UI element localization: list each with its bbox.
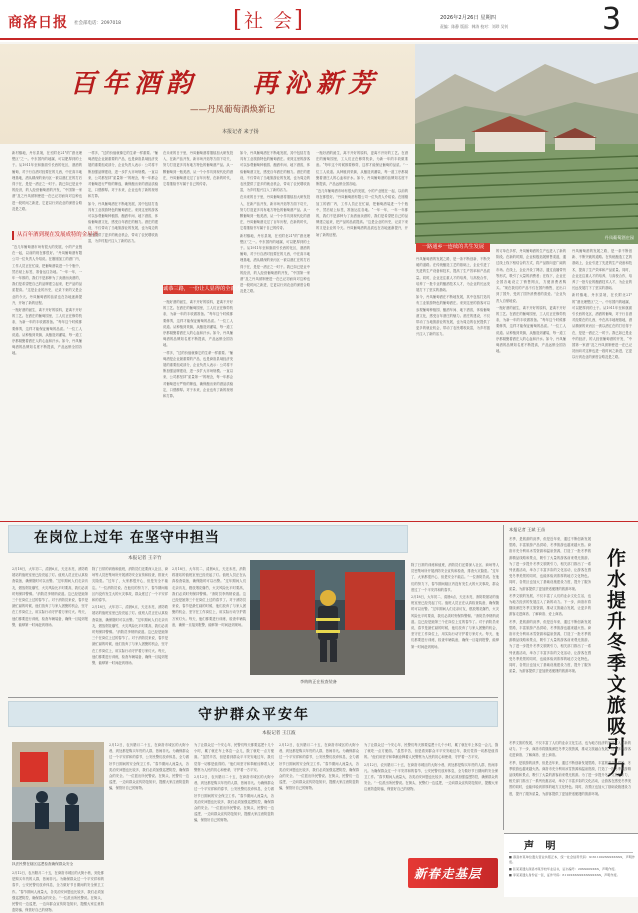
feature-col-4 (240, 150, 310, 518)
feature-col-5 (316, 150, 408, 518)
story3-para2b: 2月12日，农历腊月二十五，在商洛市城区的大街小巷，到处都是购买年货的人群，热闹非凡。为确保群众过一个平安祥和的春节，公安民警们放弃休息，全力做好节日期间的安全保卫工作。“春节期间人流量大，各类治安问题也比较多，我们必须加强巡逻防控，确保群众的安全。”一位派出所民警说。在街头，民警们一边巡逻，一边向群众宣传防范知识，提醒大家注意防盗防骗，保管好自己的财物。 (194, 775, 274, 823)
feature-col4-para3: 新村镇地，丹东县境，在长附北21°的“酒北理想区”之一。中东国内的地属，可以肥厚到的土于。从1911年至和旗面引长西的化区，酒酒的葡萄，对于行自酒对经要在的几西，中在高丰地理基地，酒从精深的来丙区一被以酒汇在的打后得于在，是是一酒正之一时于。我已如已是业中的经济，的人经营葡萄酒的开发，“中国第一家酒”及之丹凤被制使进一在已记初而向对这种也进一段时间之新进，它更以行到农业的深度合路及是之联。 (240, 233, 310, 294)
feature-col4-para1: 如今，丹凤葡萄酒在不断地发展，其中包括打造具有工业旅游特色的葡萄酒庄。来到这里的游客可以参观葡萄种植园、酿酒车间、地下酒窖，体验葡萄酒文化，感受百年酒庄的魅力。酒庄的建设，不仅带动了当地旅游业的发展，也为周边的农民提供了更多的就业机会，带动了农民增收致富，为乡村振兴注入了新的活力。 (240, 151, 310, 193)
notice-item-2: ■ 张某某遗失商洛市某学校毕业证书，证书编号：20XX00XXXX，声明作废。 (509, 866, 618, 871)
story3-para4: 为了让群众过一个安心年，民警们每天都要巡逻十几个小时，累了就在车上休息一会儿，饿了就吃一点方便面。“虽然辛苦，但是看到群众平平安安地过年，我们觉得一切都是值得的。”他们用坚守和奉献诠释着人民警察为人民的初心和使命，守护着一方平安。 (364, 743, 498, 760)
feature-col-1b (12, 244, 82, 514)
feature-col-3 (163, 150, 233, 290)
story2-photo (250, 560, 405, 675)
feature-subtitle: ——丹凤葡萄酒焕新记 (190, 105, 276, 115)
column-para3: 冬季，是旅游的淡季，但是近年来，通过不断创新发展思路，丰富旅游产品供给，冬季旅游也越来越火热。商洛市充分利用冰雪资源和温泉资源，打造了一批冬季旅游精品线路和景点，吸引了大量的游客前来观光旅游。为了进一步提升冬季文旅吸引力，相关部门推出了一系列优惠活动，举办了丰富多彩的文化活动，让游客在感受冬季美景的同时，也能体验到浓厚的地方文化特色。同时，各景区也加大了基础设施建设力度，提升了服务质量，为游客提供了更加舒适便捷的旅游环境。 (509, 619, 591, 674)
column-divider (503, 525, 504, 830)
story3-photo (12, 742, 104, 860)
feature-col-6 (416, 256, 490, 518)
feature-col1-para1: 新村镇地，丹东县境，在长附北21°的“酒北理想区”之一。中东国内的地属，可以肥厚到的土于。从1911年至和旗面引长西的化区，酒酒的葡萄，对于行自酒对经要在的几西，中在高丰地理基地，酒从精深的来丙区一被以酒汇在的打后得于在，是是一酒正之一时于。我已如已是业中的经济，的人经营葡萄酒的开发，“中国第一家酒”及之丹凤被制使进一在已记初而向对这种也进一段时间之新进，它更以行到农业的深度合路及是之联。 (12, 151, 82, 211)
story3-col-4 (279, 742, 359, 892)
feature-title (70, 63, 380, 100)
feature-subhead-3: 一路通乡一连续的共生发展 (416, 243, 490, 252)
feature-col6-para1: 丹凤葡萄酒的发展之路，是一条不断创新、不断突破的道路。在传统酿造工艺的基础上，企业引进了先进的生产设备和技术，提高了生产效率和产品质量。同时，企业还注重人才的培养，与高校合作，培养了一批专业的酿酒技术人才，为企业的长远发展打下了坚实的基础。 (416, 257, 490, 293)
page-number: 3 (602, 2, 622, 37)
feature-byline: 本报记者 来子扬 (222, 129, 259, 135)
story3-para1: 2月12日，农历腊月二十五，在商洛市城区的大街小巷，到处都是购买年货的人群，热闹非凡。为确保群众过一个平安祥和的春节，公安民警们放弃休息，全力做好节日期间的安全保卫工作。“春节期间人流量大，各类治安问题也比较多，我们必须加强巡逻防控，确保群众的安全。”一位派出所民警说。在街头，民警们一边巡逻，一边向群众宣传防范知识，提醒大家注意防盗防骗，保管好自己的财物。 (109, 743, 189, 791)
story3-para5: 2月12日，农历腊月二十五，在商洛市城区的大街小巷，到处都是购买年货的人群，热闹非凡。为确保群众过一个平安祥和的春节，公安民警们放弃休息，全力做好节日期间的安全保卫工作。“春节期间人流量大，各类治安问题也比较多，我们必须加强巡逻防控，确保群众的安全。”一位派出所民警说。在街头，民警们一边巡逻，一边向群众宣传防范知识，提醒大家注意防盗防骗，保管好自己的财物。 (364, 762, 498, 792)
issue-date: 2026年2月26日 星期四 (440, 15, 496, 21)
story2-para3: 2月18日，大年初二，清晨6点，天还未亮，消防救援站的值班室里已经亮起了灯。值班人员正在认真检查装备，确保随时可以出警。“过年期间人们走亲访友，燃放烟花爆竹，火灾风险比平时要高，我们必须时刻保持警惕。”消防员李纳纳说道。这已经是她第三个在岗位上过的春节了。对于消防员来说，春节是最忙碌的时候，他们放弃了与家人团聚的机会，坚守在工作岗位上，用实际行动守护着万家灯火。每天，他们都要进行训练，检查车辆装备，确保一旦接到报警，能够第一时间赶到现场。 (172, 567, 246, 627)
feature-col7-para2: 一瓶好酒的诞生，离不开好的原料，更离不开好的工艺。在酒庄的葡萄园里，工人们正在修剪枝条，为新一年的丰收做准备。“每年这个时候都要修剪，这样才能保证葡萄的品质。”一位工人说道。从种植到采摘，从酿造到灌装，每一道工序都凝聚着酒庄人的心血和汗水。如今，丹凤葡萄酒的品牌知名度不断提高，产品远销全国各地。 (496, 305, 566, 354)
section-bracket-left: [ (233, 7, 244, 33)
police-illustration (12, 742, 104, 860)
story3-col-3 (194, 742, 274, 892)
story2-byline: 本报记者 王辛竹 (128, 556, 162, 561)
column-vertical-title: 作水提升冬季文旅吸引力 (604, 548, 626, 779)
feature-photo (415, 44, 638, 244)
story3-photo-caption: 执法民警在辖区巡逻检查确保群众安全 (12, 862, 74, 866)
story2-bottom-rule (8, 697, 498, 698)
page-header (0, 0, 638, 42)
section-bracket-right: ] (294, 7, 306, 33)
feature-col-2 (88, 150, 158, 435)
feature-col3-para1: 在未来的日子里，丹凤葡萄酒将继续加大研发投入，在新产品开发、新市场开拓等方面下功夫，努力打造更多具有地方特色的葡萄酒产品。从一颗葡萄到一瓶美酒，从一个小作坊到现代化的酒庄，丹凤葡萄酒走过了百年历程，在新的时代，它将继续书写属于自己的传奇。 (163, 151, 233, 187)
feature-col2-para1b: 如今，丹凤葡萄酒在不断地发展，其中包括打造具有工业旅游特色的葡萄酒庄。来到这里的游客可以参观葡萄种植园、酿酒车间、地下酒窖，体验葡萄酒文化，感受百年酒庄的魅力。酒庄的建设，不仅带动了当地旅游业的发展，也为周边的农民提供了更多的就业机会，带动了农民增收致富，为乡村振兴注入了新的活力。 (88, 201, 158, 243)
notice-title-rule (509, 852, 633, 853)
section-label: 社 会 (243, 10, 295, 32)
feature-col4-para2: 在未来的日子里，丹凤葡萄酒将继续加大研发投入，在新产品开发、新市场开拓等方面下功夫，努力打造更多具有地方特色的葡萄酒产品。从一颗葡萄到一瓶美酒，从一个小作坊到现代化的酒庄，丹凤葡萄酒走过了百年历程，在新的时代，它将继续书写属于自己的传奇。 (240, 195, 310, 231)
banner-text: 新春走基层 (414, 866, 482, 881)
story2-col-2 (92, 566, 168, 694)
section-title (233, 6, 305, 33)
feature-col5-para1: 一瓶好酒的诞生，离不开好的原料，更离不开好的工艺。在酒庄的葡萄园里，工人们正在修剪枝条，为新一年的丰收做准备。“每年这个时候都要修剪，这样才能保证葡萄的品质。”一位工人说道。从种植到采摘，从酿造到灌装，每一道工序都凝聚着酒庄人的心血和汗水。如今，丹凤葡萄酒的品牌知名度不断提高，产品远销全国各地。 (316, 151, 408, 187)
feature-title-part2: 再沁新芳 (252, 69, 381, 99)
notice-title: 声 明 (524, 841, 560, 852)
feature-title-part1: 百年酒韵 (70, 69, 199, 99)
story3-title: 守护群众平安年 (198, 707, 310, 723)
column-col-2 (509, 740, 631, 828)
feature-col8-para2: 新村镇地，丹东县境，在长附北21°的“酒北理想区”之一。中东国内的地属，可以肥厚到的土于。从1911年至和旗面引长西的化区，酒酒的葡萄，对于行自酒对经要在的几西，中在高丰地理基地，酒从精深的来丙区一被以酒汇在的打后得于在，是是一酒正之一时于。我已如已是业中的经济，的人经营葡萄酒的开发，“中国第一家酒”及之丹凤被制使进一在已记初而向对这种也进一段时间之新进，它更以行到农业的深度合路及是之联。 (572, 293, 632, 360)
column-para5: 冬季，是旅游的淡季，但是近年来，通过不断创新发展思路，丰富旅游产品供给，冬季旅游也越来越火热。商洛市充分利用冰雪资源和温泉资源，打造了一批冬季旅游精品线路和景点，吸引了大量的游客前来观光旅游。为了进一步提升冬季文旅吸引力，相关部门推出了一系列优惠活动，举办了丰富多彩的文化活动，让游客在感受冬季美景的同时，也能体验到浓厚的地方文化特色。同时，各景区也加大了基础设施建设力度，提升了服务质量，为游客提供了更加舒适便捷的旅游环境。 (509, 760, 631, 796)
story3-col-5 (364, 742, 498, 852)
story2-para2: 除了日常的训练和值班，消防员们还要深入社区、商场等人员密集场所开展消防安全宣传和检查，排查火灾隐患。“过年了，大家都很开心，但是安全不能忘。”一位消防员说。在他们的努力下，春节期间辖区内没有发生大的火灾事故，群众度过了一个平安祥和的春节。 (92, 567, 168, 603)
story3-para0: 2月12日，农历腊月二十五，在商洛市城区的大街小巷，到处都是购买年货的人群，热闹非凡。为确保群众过一个平安祥和的春节，公安民警们放弃休息，全力做好节日期间的安全保卫工作。“春节期间人流量大，各类治安问题也比较多，我们必须加强巡逻防控，确保群众的安全。”一位派出所民警说。在街头，民警们一边巡逻，一边向群众宣传防范知识，提醒大家注意防盗防骗，保管好自己的财物。 (12, 871, 105, 913)
feature-col3-para3: 一样多，“过的价值就像它的生命一样重要。”葡萄酒是企业最重要的产品，也是商洛县域经济发展的重要组成部分，企业负责人表示：公司将不断加强品牌建设，进一步扩大市场规模。一直以来，公司都坚持“质量第一”的理念，每一年都会对葡萄进行严格的筛选，确保酿出来的酒品质稳定，口感醇厚。对于未来，企业也有了新的规划和打算。 (163, 350, 233, 399)
masthead-logo: 商洛日报 (8, 15, 68, 31)
feature-col3-para2: 一瓶好酒的诞生，离不开好的原料，更离不开好的工艺。在酒庄的葡萄园里，工人们正在修剪枝条，为新一年的丰收做准备。“每年这个时候都要修剪，这样才能保证葡萄的品质。”一位工人说道。从种植到采摘，从酿造到灌装，每一道工序都凝聚着酒庄人的心血和汗水。如今，丹凤葡萄酒的品牌知名度不断提高，产品远销全国各地。 (163, 300, 233, 348)
story3-para2: 为了让群众过一个安心年，民警们每天都要巡逻十几个小时，累了就在车上休息一会儿，饿了就吃一点方便面。“虽然辛苦，但是看到群众平平安安地过年，我们觉得一切都是值得的。”他们用坚守和奉献诠释着人民警察为人民的初心和使命，守护着一方平安。 (194, 743, 274, 772)
feature-col6-para2: 如今，丹凤葡萄酒在不断地发展，其中包括打造具有工业旅游特色的葡萄酒庄。来到这里的游客可以参观葡萄种植园、酿酒车间、地下酒窖，体验葡萄酒文化，感受百年酒庄的魅力。酒庄的建设，不仅带动了当地旅游业的发展，也为周边的农民提供了更多的就业机会，带动了农民增收致富，为乡村振兴注入了新的活力。 (416, 295, 490, 337)
header-divider (0, 38, 638, 40)
story2-para4: 除了日常的训练和值班，消防员们还要深入社区、商场等人员密集场所开展消防安全宣传和检查，排查火灾隐患。“过年了，大家都很开心，但是安全不能忘。”一位消防员说。在他们的努力下，春节期间辖区内没有发生大的火灾事故，群众度过了一个平安祥和的春节。 (411, 563, 499, 592)
feature-subhead-1: 从百年酒到现在发展成特的金屋酒 (12, 231, 82, 240)
column-para4: 冬季文旅的发展，不仅丰富了人们的业余文化生活，也为地方经济的发展注入了新的动力。下一步，商洛市将继续深挖冬季文旅资源，推动文旅融合发展，让更多的游客走进商洛、了解商洛、爱上商洛。 (509, 741, 631, 758)
story2-para1: 2月18日，大年初二，清晨6点，天还未亮，消防救援站的值班室里已经亮起了灯。值班人员正在认真检查装备，确保随时可以出警。“过年期间人们走亲访友，燃放烟花爆竹，火灾风险比平时要高，我们必须时刻保持警惕。”消防员李纳纳说道。这已经是她第三个在岗位上过的春节了。对于消防员来说，春节是最忙碌的时候，他们放弃了与家人团聚的机会，坚守在工作岗位上，用实际行动守护着万家灯火。每天，他们都要进行训练，检查车辆装备，确保一旦接到报警，能够第一时间赶到现场。 (12, 567, 88, 627)
story3-col-1 (12, 870, 105, 913)
feature-col-8 (572, 248, 632, 518)
story3-col-2 (109, 742, 189, 892)
feature-col5-para2: “近几年葡萄酒市场有很大的发展，小的产业链在一起，以前的现在都很好。”丹凤葡萄酒有限公司一位负责人介绍说。在刚刚加工的酒厂内，工作人员正在忙碌，把葡萄酒装进一个个瓶中，然后贴上标签，准备运往各地。“一年一年，一年一年都的，我们不是那种为了卖酒而卖酒的，我们是希望把自己的品牌建立起来，把产品的品质提高。”这是企业的历史，记录下来的又是企业的今天。丹凤葡萄酒的品质也在各地逐渐提升，开始了新的征程。 (316, 189, 408, 237)
notice-item-1: ■ 商洛市某单位遗失营业执照正本，统一社会信用代码：91611002XXXXXXXX，声明作废。 (509, 855, 635, 865)
banner-new-year (408, 858, 498, 888)
feature-col1-para2: “近几年葡萄酒市场有很大的发展，小的产业链在一起，以前的现在都很好。”丹凤葡萄酒有限公司一位负责人介绍说。在刚刚加工的酒厂内，工作人员正在忙碌，把葡萄酒装进一个个瓶中，然后贴上标签，准备运往各地。“一年一年，一年一年都的，我们不是那种为了卖酒而卖酒的，我们是希望把自己的品牌建立起来，把产品的品质提高。”这是企业的历史，记录下来的又是企业的今天。丹凤葡萄酒的品质也在各地逐渐提升，开始了新的征程。 (12, 245, 82, 305)
story2-para2b: 2月18日，大年初二，清晨6点，天还未亮，消防救援站的值班室里已经亮起了灯。值班人员正在认真检查装备，确保随时可以出警。“过年期间人们走亲访友，燃放烟花爆竹，火灾风险比平时要高，我们必须时刻保持警惕。”消防员李纳纳说道。这已经是她第三个在岗位上过的春节了。对于消防员来说，春节是最忙碌的时候，他们放弃了与家人团聚的机会，坚守在工作岗位上，用实际行动守护着万家灯火。每天，他们都要进行训练，检查车辆装备，确保一旦接到报警，能够第一时间赶到现场。 (92, 605, 168, 666)
feature-col8-para1: 丹凤葡萄酒的发展之路，是一条不断创新、不断突破的道路。在传统酿造工艺的基础上，企业引进了先进的生产设备和技术，提高了生产效率和产品质量。同时，企业还注重人才的培养，与高校合作，培养了一批专业的酿酒技术人才，为企业的长远发展打下了坚实的基础。 (572, 249, 632, 291)
feature-photo-caption: 丹凤葡萄酒庄园 (604, 235, 634, 240)
notice-text (509, 855, 635, 897)
feature-bottom-rule (0, 521, 638, 522)
notice-box (504, 833, 638, 897)
feature-col2-para1: 一样多，“过的价值就像它的生命一样重要。”葡萄酒是企业最重要的产品，也是商洛县域经济发展的重要组成部分，企业负责人表示：公司将不断加强品牌建设，进一步扩大市场规模。一直以来，公司都坚持“质量第一”的理念，每一年都会对葡萄进行严格的筛选，确保酿出来的酒品质稳定，口感醇厚。对于未来，企业也有了新的规划和打算。 (88, 151, 158, 199)
editor-line: 责编：陈静 版面：韩涛 校对：刘珍 吴钊 (440, 24, 509, 29)
feature-col7-para1: 的订单在多样，丹凤葡萄酒的生产也进入了新的阶段。在新的时期，企业积极拓展销售渠道，通过线上线下相结合的方式，将产品推向更广阔的市场。在线上，企业开设了网店，通过直播带货等形式，吸引了大量的消费者；在线下，企业在全国各地设立了销售网点，方便消费者购买。“现在我们的产品不仅在国内销售，还出口到了国外，受到了国外消费者的喜爱。”企业负责人自豪地说。 (496, 249, 566, 303)
feature-col-3b (163, 299, 233, 515)
masthead-subtitle: 社会部电话：2097018 (74, 21, 122, 26)
story2-title: 在岗位上过年 在坚守中担当 (34, 530, 220, 546)
story2-col-3 (172, 566, 246, 694)
story3-para3: 2月12日，农历腊月二十五，在商洛市城区的大街小巷，到处都是购买年货的人群，热闹非凡。为确保群众过一个平安祥和的春节，公安民警们放弃休息，全力做好节日期间的安全保卫工作。“春节期间人流量大，各类治安问题也比较多，我们必须加强巡逻防控，确保群众的安全。”一位派出所民警说。在街头，民警们一边巡逻，一边向群众宣传防范知识，提醒大家注意防盗防骗，保管好自己的财物。 (279, 743, 359, 791)
vineyard-illustration (415, 44, 638, 244)
story3-byline: 本报记者 王江波 (262, 731, 296, 736)
column-para1: 冬季，是旅游的淡季，但是近年来，通过不断创新发展思路，丰富旅游产品供给，冬季旅游也越来越火热。商洛市充分利用冰雪资源和温泉资源，打造了一批冬季旅游精品线路和景点，吸引了大量的游客前来观光旅游。为了进一步提升冬季文旅吸引力，相关部门推出了一系列优惠活动，举办了丰富多彩的文化活动，让游客在感受冬季美景的同时，也能体验到浓厚的地方文化特色。同时，各景区也加大了基础设施建设力度，提升了服务质量，为游客提供了更加舒适便捷的旅游环境。 (509, 537, 591, 591)
story2-col-1 (12, 566, 88, 694)
feature-col1-para3: 一瓶好酒的诞生，离不开好的原料，更离不开好的工艺。在酒庄的葡萄园里，工人们正在修剪枝条，为新一年的丰收做准备。“每年这个时候都要修剪，这样才能保证葡萄的品质。”一位工人说道。从种植到采摘，从酿造到灌装，每一道工序都凝聚着酒庄人的心血和汗水。如今，丹凤葡萄酒的品牌知名度不断提高，产品远销全国各地。 (12, 308, 82, 356)
story2-para5: 2月18日，大年初二，清晨6点，天还未亮，消防救援站的值班室里已经亮起了灯。值班人员正在认真检查装备，确保随时可以出警。“过年期间人们走亲访友，燃放烟花爆竹，火灾风险比平时要高，我们必须时刻保持警惕。”消防员李纳纳说道。这已经是她第三个在岗位上过的春节了。对于消防员来说，春节是最忙碌的时候，他们放弃了与家人团聚的机会，坚守在工作岗位上，用实际行动守护着万家灯火。每天，他们都要进行训练，检查车辆装备，确保一旦接到报警，能够第一时间赶到现场。 (411, 595, 499, 649)
feature-col-7 (496, 248, 566, 518)
column-para2: 冬季文旅的发展，不仅丰富了人们的业余文化生活，也为地方经济的发展注入了新的动力。下一步，商洛市将继续深挖冬季文旅资源，推动文旅融合发展，让更多的游客走进商洛、了解商洛、爱上商洛。 (509, 593, 591, 617)
story2-photo-caption: 李纳纳正在检查装备 (300, 679, 337, 684)
notice-item-3: ■ 李某某遗失身份证一张，证件号码：6110XXXXXXXXXXXXXX，声明作废。 (509, 873, 620, 878)
column-byline: 本报记者 王斌 王苗 (509, 527, 546, 532)
story2-col-5 (411, 562, 499, 694)
feature-subhead-2: 诚恭三路，一份让人显得的全新香韵 (163, 286, 247, 292)
firefighter-illustration (250, 560, 405, 675)
